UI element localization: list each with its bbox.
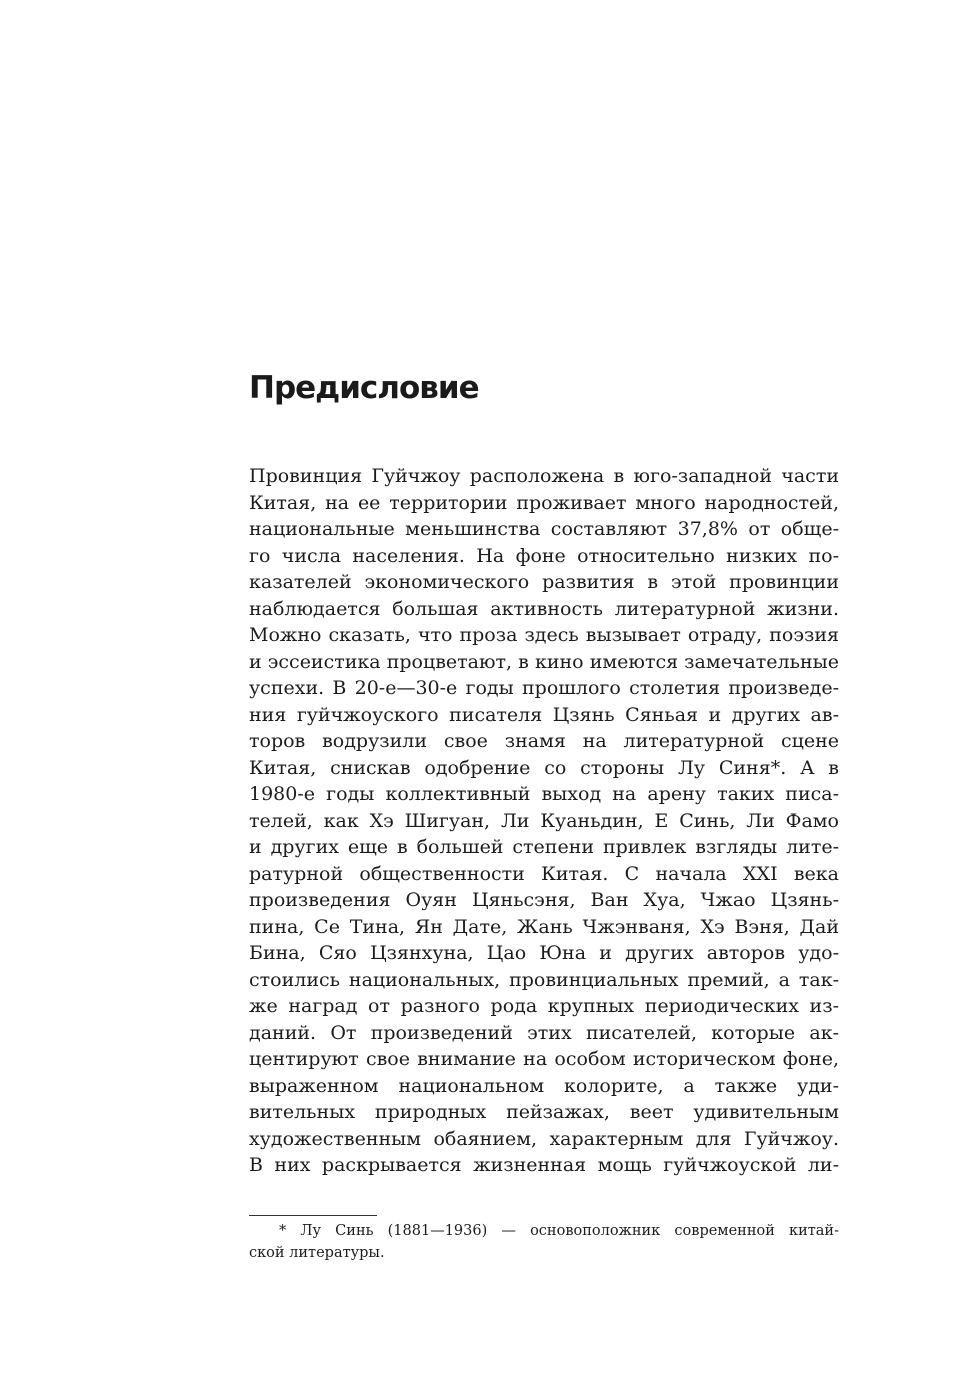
text-line: торов водрузили свое знамя на литературной сцене <box>249 730 839 752</box>
text-line: стоились национальных, провинциальных премий, а так- <box>249 968 839 991</box>
text-line: национальные меньшинства составляют 37,8% от обще- <box>249 518 839 540</box>
text-line: Бина, Сяо Цзянхуна, Цао Юна и других авторов удо- <box>249 942 839 964</box>
text-line: произведения Оуян Цяньсэня, Ван Хуа, Чжао Цзянь- <box>249 889 839 911</box>
text-line: успехи. В 20-е—30-е годы прошлого столетия произведе- <box>249 677 839 699</box>
text-line: Китая, снискав одобрение со стороны Лу Синя*. А в <box>249 756 839 779</box>
text-line: Можно сказать, что проза здесь вызывает отраду, поэзия <box>249 624 839 646</box>
text-line: художественным обаянием, характерным для Гуйчжоу. <box>249 1127 839 1150</box>
text-line: В них раскрывается жизненная мощь гуйчжоуской ли- <box>249 1154 839 1176</box>
footnote-line: ской литературы. <box>249 1245 385 1261</box>
text-line: вительных природных пейзажах, веет удивительным <box>249 1101 839 1123</box>
text-line: же наград от разного рода крупных периодических из- <box>249 995 839 1017</box>
text-line: го числа населения. На фоне относительно низких по- <box>249 544 839 567</box>
text-line: 1980-е годы коллективный выход на арену таких писа- <box>249 783 839 805</box>
text-line: Провинция Гуйчжоу расположена в юго-западной части <box>249 465 839 487</box>
text-line: даний. От произведений этих писателей, которые ак- <box>249 1021 839 1044</box>
text-line: выраженном национальном колорите, а также уди- <box>249 1074 839 1097</box>
text-line: ния гуйчжоуского писателя Цзянь Сяньая и других ав- <box>249 703 839 726</box>
text-line: пина, Се Тина, Ян Дате, Жань Чжэнваня, Хэ Вэня, Дай <box>249 915 839 938</box>
footnote-line: * Лу Синь (1881—1936) — основоположник современной китай- <box>279 1223 839 1239</box>
text-line: наблюдается большая активность литературной жизни. <box>249 597 839 620</box>
footnote <box>249 1220 839 1264</box>
text-line: Китая, на ее территории проживает много народностей, <box>249 491 839 514</box>
text-line: телей, как Хэ Шигуан, Ли Куаньдин, Е Синь, Ли Фамо <box>249 809 839 832</box>
text-line: и эссеистика процветают, в кино имеются замечательные <box>249 650 839 673</box>
text-line: и других еще в большей степени привлек взгляды лите- <box>249 836 839 858</box>
text-line: центируют свое внимание на особом историческом фоне, <box>249 1048 839 1070</box>
footnote-divider <box>249 1215 377 1216</box>
chapter-title: Предисловие <box>249 370 479 406</box>
body-text <box>249 463 839 1179</box>
text-line: ратурной общественности Китая. С начала XXI века <box>249 862 839 885</box>
text-line: казателей экономического развития в этой провинции <box>249 571 839 593</box>
